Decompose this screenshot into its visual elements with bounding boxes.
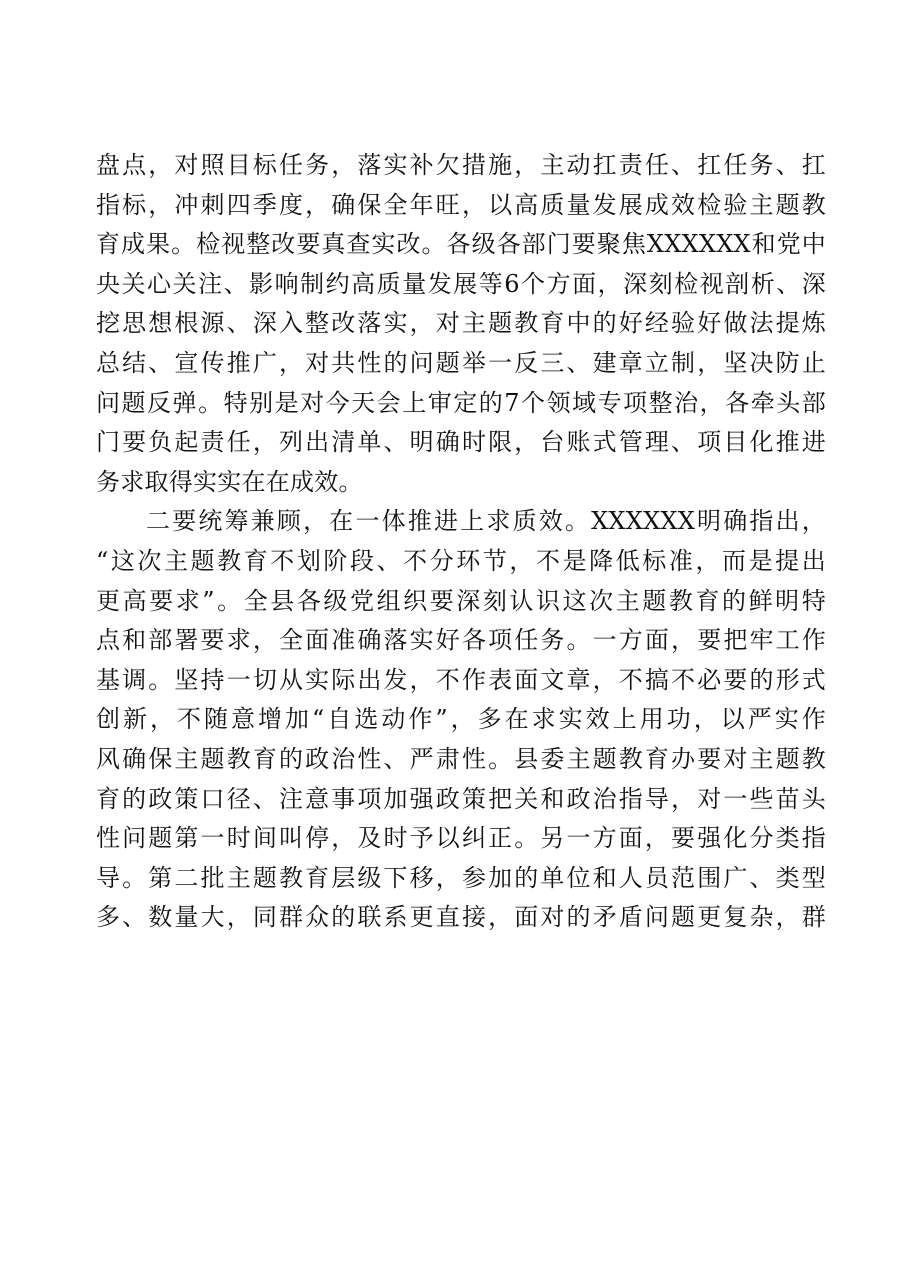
text-line: 央关心关注、影响制约高质量发展等6个方面，深刻检视剖析、深 (96, 269, 826, 298)
text-line: 更高要求”。全县各级党组织要深刻认识这次主题教育的鲜明特 (96, 586, 826, 615)
text-line: 多、数量大，同群众的联系更直接，面对的矛盾问题更复杂，群 (96, 903, 826, 932)
text-line: 育成果。检视整改要真查实改。各级各部门要聚焦XXXXXX和党中 (96, 230, 826, 259)
text-line: 风确保主题教育的政治性、严肃性。县委主题教育办要对主题教 (96, 744, 826, 773)
text-line: 门要负起责任，列出清单、明确时限，台账式管理、项目化推进 (96, 428, 826, 457)
text-line: 指标，冲刺四季度，确保全年旺，以高质量发展成效检验主题教 (96, 190, 826, 219)
body-text (96, 146, 826, 938)
text-line: 问题反弹。特别是对今天会上审定的7个领域专项整治，各牵头部 (96, 388, 826, 417)
text-line: 点和部署要求，全面准确落实好各项任务。一方面，要把牢工作 (96, 626, 826, 655)
text-line: 盘点，对照目标任务，落实补欠措施，主动扛责任、扛任务、扛 (96, 151, 826, 179)
text-line: 总结、宣传推广，对共性的问题举一反三、建章立制，坚决防止 (96, 348, 826, 377)
text-line: 育的政策口径、注意事项加强政策把关和政治指导，对一些苗头 (96, 784, 826, 813)
text-line: 导。第二批主题教育层级下移，参加的单位和人员范围广、类型 (96, 863, 826, 892)
text-line: 创新，不随意增加“自选动作”，多在求实效上用功，以严实作 (96, 705, 826, 734)
paragraph-1 (96, 146, 826, 502)
text-line: 基调。坚持一切从实际出发，不作表面文章，不搞不必要的形式 (96, 665, 826, 694)
paragraph-2 (96, 502, 826, 938)
text-line: 性问题第一时间叫停，及时予以纠正。另一方面，要强化分类指 (96, 824, 826, 853)
text-line: 挖思想根源、深入整改落实，对主题教育中的好经验好做法提炼 (96, 309, 826, 338)
text-line: “这次主题教育不划阶段、不分环节，不是降低标准，而是提出 (96, 546, 826, 575)
text-line: 二要统筹兼顾，在一体推进上求质效。XXXXXX明确指出， (146, 507, 826, 536)
text-line: 务求取得实实在在成效。 (96, 467, 363, 496)
